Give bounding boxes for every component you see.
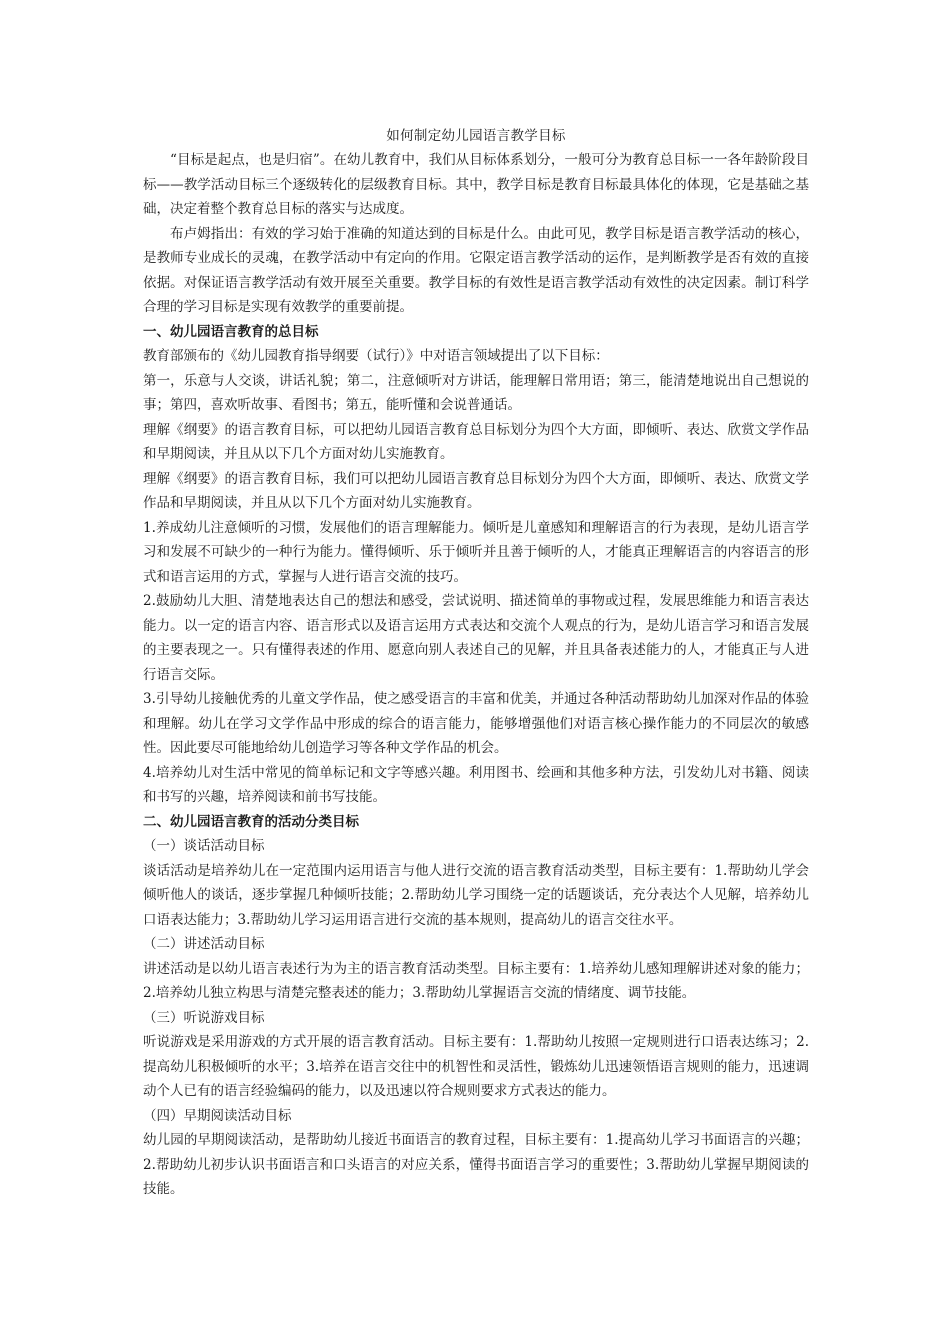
- section-heading: 一、幼儿园语言教育的总目标: [143, 323, 319, 340]
- subsection-heading: （二）讲述活动目标: [143, 936, 265, 952]
- subsection-heading: （四）早期阅读活动目标: [143, 1107, 292, 1124]
- body-paragraph: 幼儿园的早期阅读活动，是帮助幼儿接近书面语言的教育过程，目标主要有：1.提高幼儿学习书面语言的兴趣；2.帮助幼儿初步认识书面语言和口头语言的对应关系，懂得书面语言学习的重要性；3.帮助幼儿掌握早期阅读的技能。: [143, 1132, 809, 1197]
- body-paragraph: 讲述活动是以幼儿语言表述行为为主的语言教育活动类型。目标主要有：1.培养幼儿感知理解讲述对象的能力；2.培养幼儿独立构思与清楚完整表述的能力；3.帮助幼儿掌握语言交流的情绪度、调节技能。: [143, 960, 809, 1001]
- intro-paragraph: “目标是起点，也是归宿”。在幼儿教育中，我们从目标体系划分，一般可分为教育总目标一一各年龄阶段目标——教学活动目标三个逐级转化的层级教育目标。其中，教学目标是教育目标最具体化的体现，它是基础之基础，决定着整个教育总目标的落实与达成度。: [143, 152, 809, 217]
- document-page: [143, 124, 809, 1202]
- subsection-heading: （一）谈话活动目标: [143, 838, 265, 854]
- body-paragraph: 理解《纲要》的语言教育目标，我们可以把幼儿园语言教育总目标划分为四个大方面，即倾听、表达、欣赏文学作品和早期阅读，并且从以下几个方面对幼儿实施教育。: [143, 470, 809, 511]
- intro-paragraph: 布卢姆指出：有效的学习始于准确的知道达到的目标是什么。由此可见，教学目标是语言教学活动的核心，是教师专业成长的灵魂，在教学活动中有定向的作用。它限定语言教学活动的运作，是判断教学是否有效的直接依据。对保证语言教学活动有效开展至关重要。教学目标的有效性是语言教学活动有效性的决定因素。制订科学合理的学习目标是实现有效教学的重要前提。: [143, 225, 809, 315]
- goal-item: 4.培养幼儿对生活中常见的简单标记和文字等感兴趣。利用图书、绘画和其他多种方法，引发幼儿对书籍、阅读和书写的兴趣，培养阅读和前书写技能。: [143, 764, 809, 805]
- document-title: 如何制定幼儿园语言教学目标: [386, 128, 566, 144]
- body-paragraph: 教育部颁布的《幼儿园教育指导纲要（试行）》中对语言领域提出了以下目标：: [143, 348, 609, 364]
- subsection-heading: （三）听说游戏目标: [143, 1009, 265, 1026]
- body-paragraph: 理解《纲要》的语言教育目标，可以把幼儿园语言教育总目标划分为四个大方面，即倾听、表达、欣赏文学作品和早期阅读，并且从以下几个方面对幼儿实施教育。: [143, 421, 809, 462]
- goal-item: 3.引导幼儿接触优秀的儿童文学作品，使之感受语言的丰富和优美，并通过各种活动帮助幼儿加深对作品的体验和理解。幼儿在学习文学作品中形成的综合的语言能力，能够增强他们对语言核心操作能力的不同层次的敏感性。因此要尽可能地给幼儿创造学习等各种文学作品的机会。: [143, 691, 809, 756]
- body-paragraph: 听说游戏是采用游戏的方式开展的语言教育活动。目标主要有：1.帮助幼儿按照一定规则进行口语表达练习；2.提高幼儿积极倾听的水平；3.培养在语言交往中的机智性和灵活性，锻炼幼儿迅速领悟语言规则的能力，迅速调动个人已有的语言经验编码的能力，以及迅速以符合规则要求方式表达的能力。: [143, 1034, 809, 1099]
- goal-item: 1.养成幼儿注意倾听的习惯，发展他们的语言理解能力。倾听是儿童感知和理解语言的行为表现，是幼儿语言学习和发展不可缺少的一种行为能力。懂得倾听、乐于倾听并且善于倾听的人，才能真正理解语言的内容语言的形式和语言运用的方式，掌握与人进行语言交流的技巧。: [143, 519, 809, 585]
- goal-item: 2.鼓励幼儿大胆、清楚地表达自己的想法和感受，尝试说明、描述简单的事物或过程，发展思维能力和语言表达能力。以一定的语言内容、语言形式以及语言运用方式表达和交流个人观点的行为，是幼儿语言学习和语言发展的主要表现之一。只有懂得表述的作用、愿意向别人表述自己的见解，并且具备表述能力的人，才能真正与人进行语言交际。: [143, 593, 809, 683]
- section-heading: 二、幼儿园语言教育的活动分类目标: [143, 813, 359, 830]
- body-paragraph: 第一，乐意与人交谈，讲话礼貌；第二，注意倾听对方讲话，能理解日常用语；第三，能清楚地说出自己想说的事；第四，喜欢听故事、看图书；第五，能听懂和会说普通话。: [143, 372, 809, 413]
- body-paragraph: 谈话活动是培养幼儿在一定范围内运用语言与他人进行交流的语言教育活动类型，目标主要有：1.帮助幼儿学会倾听他人的谈话，逐步掌握几种倾听技能；2.帮助幼儿学习围绕一定的话题谈话，充分表达个人见解，培养幼儿口语表达能力；3.帮助幼儿学习运用语言进行交流的基本规则，提高幼儿的语言交往水平。: [143, 862, 809, 928]
